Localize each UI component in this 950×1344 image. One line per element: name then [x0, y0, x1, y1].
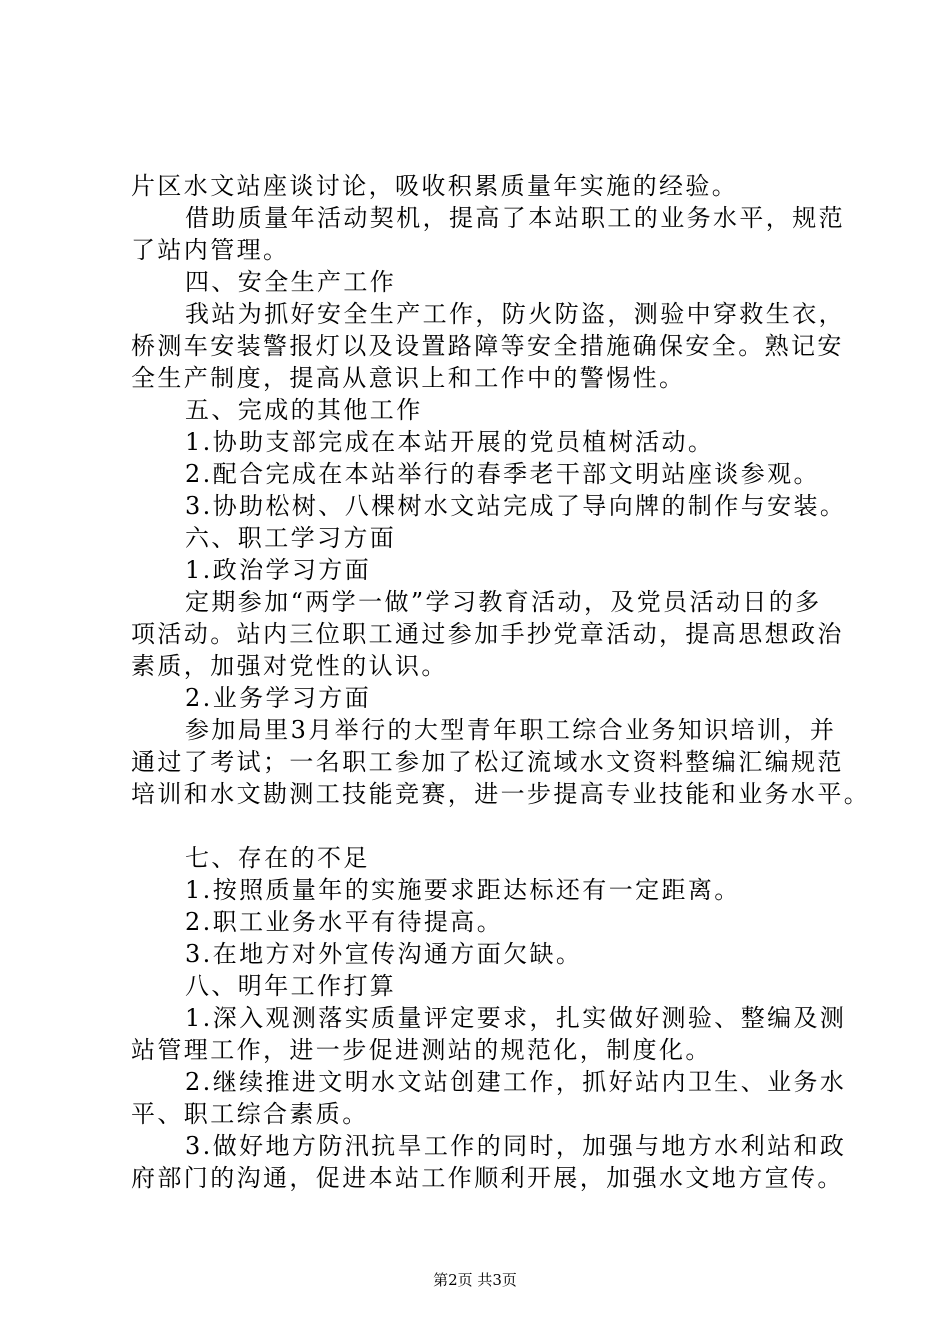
list-item: 2.配合完成在本站举行的春季老干部文明站座谈参观。	[185, 460, 820, 488]
subheading: 1.政治学习方面	[185, 556, 372, 584]
section-heading-shortcomings: 七、存在的不足	[185, 844, 370, 872]
paragraph-line: 通过了考试；一名职工参加了松辽流域水文资料整编汇编规范	[131, 748, 844, 776]
subheading: 2.业务学习方面	[185, 684, 372, 712]
list-item: 2.继续推进文明水文站创建工作，抓好站内卫生、业务水	[185, 1068, 847, 1096]
paragraph-line: 了站内管理。	[131, 236, 290, 264]
paragraph-line: 借助质量年活动契机，提高了本站职工的业务水平，规范	[185, 204, 845, 232]
paragraph-line: 项活动。站内三位职工通过参加手抄党章活动，提高思想政治	[131, 620, 844, 648]
paragraph-line: 培训和水文勘测工技能竞赛，进一步提高专业技能和业务水平。	[131, 780, 871, 808]
paragraph-line: 我站为抓好安全生产工作，防火防盗，测验中穿救生衣，	[185, 300, 845, 328]
list-item: 1.协助支部完成在本站开展的党员植树活动。	[185, 428, 715, 456]
blank-line	[131, 810, 833, 842]
section-heading-other-work: 五、完成的其他工作	[185, 396, 423, 424]
paragraph-line: 素质，加强对党性的认识。	[131, 652, 448, 680]
list-item: 1.按照质量年的实施要求距达标还有一定距离。	[185, 876, 741, 904]
page-footer: 第2页 共3页	[433, 1271, 517, 1289]
list-item: 3.做好地方防汛抗旱工作的同时，加强与地方水利站和政	[185, 1132, 847, 1160]
list-item-continuation: 府部门的沟通，促进本站工作顺利开展，加强水文地方宣传。	[131, 1164, 844, 1192]
list-item: 3.协助松树、八棵树水文站完成了导向牌的制作与安装。	[185, 492, 847, 520]
paragraph-line: 定期参加“两学一做”学习教育活动，及党员活动日的多	[185, 588, 822, 616]
document-body	[131, 170, 871, 1194]
list-item: 1.深入观测落实质量评定要求，扎实做好测验、整编及测	[185, 1004, 847, 1032]
paragraph-line: 桥测车安装警报灯以及设置路障等安全措施确保安全。熟记安	[131, 332, 844, 360]
list-item: 2.职工业务水平有待提高。	[185, 908, 504, 936]
list-item-continuation: 平、职工综合素质。	[131, 1100, 369, 1128]
paragraph-line: 参加局里3月举行的大型青年职工综合业务知识培训，并	[185, 716, 837, 744]
paragraph-line: 全生产制度，提高从意识上和工作中的警惕性。	[131, 364, 686, 392]
list-item: 3.在地方对外宣传沟通方面欠缺。	[185, 940, 583, 968]
list-item-continuation: 站管理工作，进一步促进测站的规范化，制度化。	[131, 1036, 712, 1064]
section-heading-safety: 四、安全生产工作	[185, 268, 397, 296]
section-heading-next-year-plan: 八、明年工作打算	[185, 972, 397, 1000]
paragraph-continuation: 片区水文站座谈讨论，吸收积累质量年实施的经验。	[131, 172, 739, 200]
section-heading-staff-study: 六、职工学习方面	[185, 524, 397, 552]
